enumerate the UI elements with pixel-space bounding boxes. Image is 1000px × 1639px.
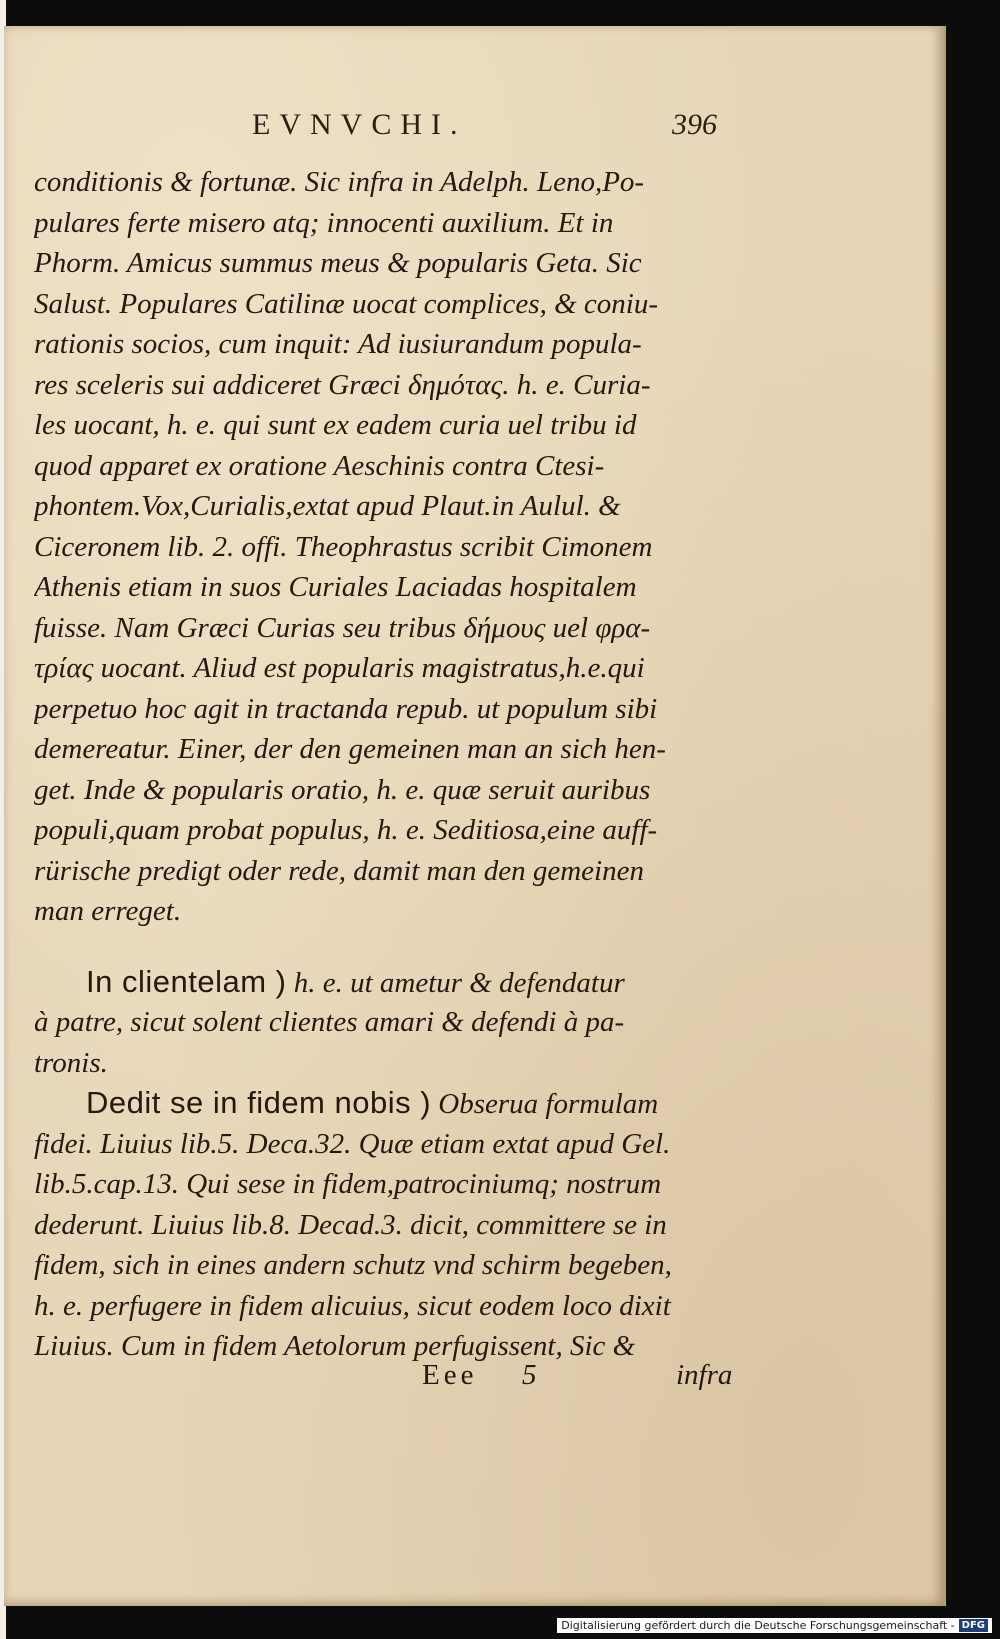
text-line: Phorm. Amicus summus meus & popularis Geta. Sic	[34, 247, 642, 279]
text-line: fidei. Liuius lib.5. Deca.32. Quæ etiam extat apud Gel.	[34, 1127, 671, 1160]
entry-first-line	[34, 962, 734, 1003]
text-line: rationis socios, cum inquit: Ad iusiurandum popula-	[34, 328, 642, 360]
dfg-logo-icon: DFG	[959, 1619, 988, 1632]
text-line: pulares ferte misero atq; innocenti auxilium. Et in	[34, 206, 614, 239]
text-line: Salust. Populares Catilinæ uocat complices, & coniu-	[34, 287, 658, 320]
signature-line	[34, 1359, 744, 1401]
text-line: quod apparet ex oratione Aeschinis contra Ctesi-	[34, 449, 605, 482]
paragraph-gap	[34, 932, 734, 962]
lemma-in-clientelam: In clientelam )	[86, 963, 287, 999]
text-line: les uocant, h. e. qui sunt ex eadem curia uel tribu id	[34, 409, 637, 441]
entry-text: h. e. ut ametur & defendatur	[293, 966, 625, 999]
text-line: Athenis etiam in suos Curiales Laciadas hospitalem	[34, 571, 637, 603]
catchword: infra	[676, 1359, 733, 1391]
text-line: fuisse. Nam Græci Curias seu tribus δήμους uel φρα-	[34, 611, 651, 644]
text-line: lib.5.cap.13. Qui sese in fidem,patrociniumq; nostrum	[34, 1168, 662, 1200]
lemma-dedit-se-in-fidem: Dedit se in fidem nobis )	[86, 1085, 432, 1120]
text-line: populi,quam probat populus, h. e. Seditiosa,eine auff-	[34, 814, 658, 846]
digitization-footer	[557, 1618, 992, 1633]
text-line: tronis.	[34, 1046, 108, 1079]
text-line: demereatur. Einer, der den gemeinen man an sich hen-	[34, 733, 666, 765]
signature-number: 5	[522, 1359, 537, 1391]
text-line: man erreget.	[34, 895, 182, 927]
text-line: perpetuo hoc agit in tractanda repub. ut populum sibi	[34, 692, 658, 725]
text-line: res sceleris sui addiceret Græci δημότας. h. e. Curia-	[34, 368, 651, 401]
book-page	[4, 26, 946, 1606]
text-line: conditionis & fortunæ. Sic infra in Adelph. Leno,Po-	[34, 166, 645, 198]
text-line: fidem, sich in eines andern schutz vnd schirm begeben,	[34, 1249, 672, 1281]
text-line: phontem.Vox,Curialis,extat apud Plaut.in Aulul. &	[34, 490, 621, 522]
text-line: à patre, sicut solent clientes amari & defendi à pa-	[34, 1006, 625, 1038]
text-line: Ciceronem lib. 2. offi. Theophrastus scribit Cimonem	[34, 530, 653, 563]
text-line: get. Inde & popularis oratio, h. e. quæ seruit auribus	[34, 773, 651, 806]
main-text	[34, 162, 734, 1367]
footer-text: Digitalisierung gefördert durch die Deutsche Forschungsgemeinschaft -	[561, 1619, 955, 1632]
text-line: τρίας uocant. Aliud est popularis magistratus,h.e.qui	[34, 652, 645, 684]
running-head: EVNVCHI.	[252, 108, 467, 141]
text-line: dederunt. Liuius lib.8. Decad.3. dicit, committere se in	[34, 1208, 667, 1241]
entry-first-line	[34, 1083, 734, 1124]
text-line: h. e. perfugere in fidem alicuius, sicut eodem loco dixit	[34, 1289, 671, 1322]
page-number: 396	[672, 108, 717, 141]
text-line: rürische predigt oder rede, damit man den gemeinen	[34, 854, 644, 887]
text-line: Liuius. Cum in fidem Aetolorum perfugissent, Sic &	[34, 1330, 636, 1362]
signature-mark: Eee	[422, 1359, 478, 1391]
entry-text: Obserua formulam	[438, 1088, 659, 1120]
